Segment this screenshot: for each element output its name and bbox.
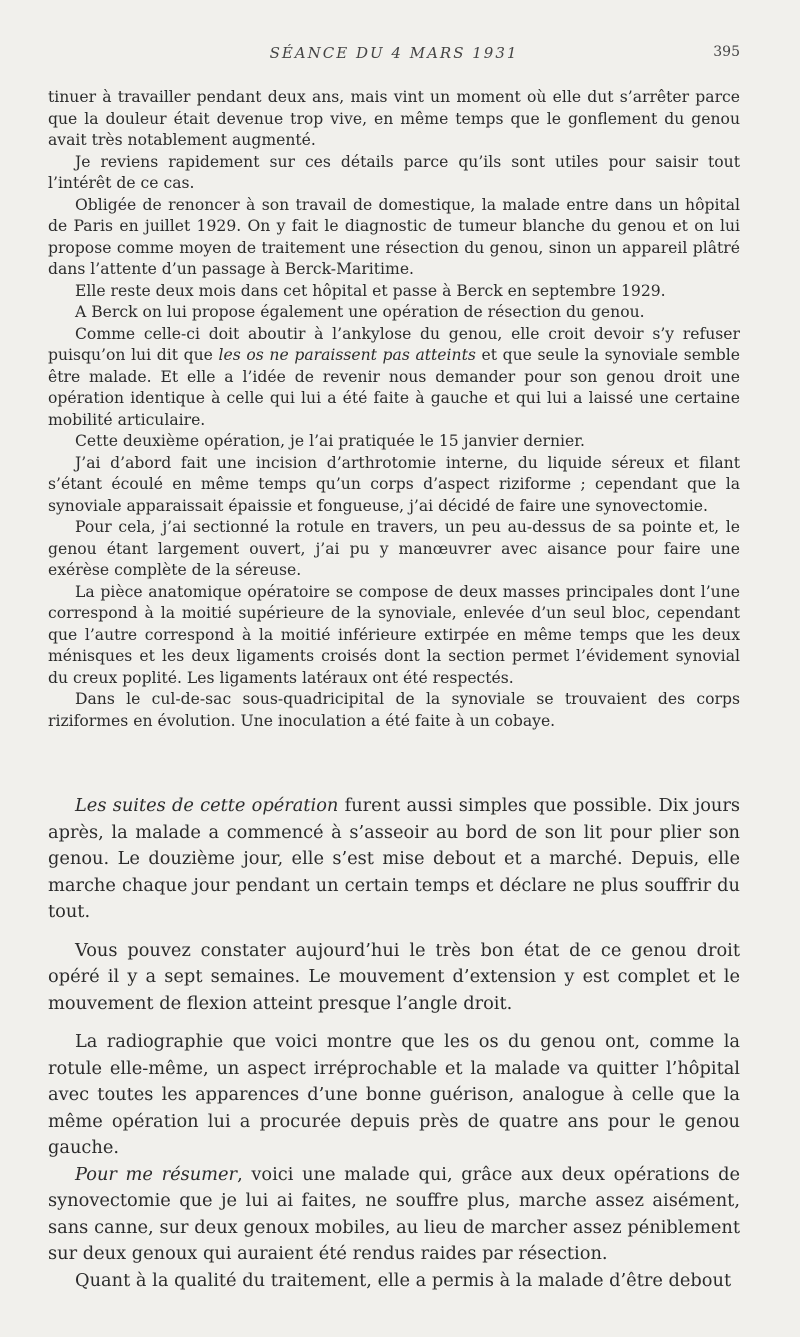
- paragraph: Elle reste deux mois dans cet hôpital et passe à Berck en septembre 1929.: [75, 281, 666, 300]
- page-number: 395: [713, 44, 740, 60]
- text-run: , voici une malade qui, grâce aux deux opérations de synovectomie que je lui ai faites, ne souffre plus, marche assez aisément, sans canne, sur deux genoux mobiles, au lieu de marcher assez péniblement sur deux genoux qui auraient été rendus raides par résection.: [48, 1163, 740, 1264]
- paragraph: Vous pouvez constater aujourd’hui le très bon état de ce genou droit opéré il y a sept semaines. Le mouvement d’extension y est complet et le mouvement de flexion atteint presque l’angle droit.: [48, 939, 740, 1014]
- text-run: Comme celle-ci doit aboutir à l’ankylose du genou, elle croit devoir s’y refuser puisqu’on lui dit que: [48, 324, 740, 364]
- paragraph: [48, 1162, 740, 1268]
- paragraph: Obligée de renoncer à son travail de domestique, la malade entre dans un hôpital de Paris en juillet 1929. On y fait le diagnostic de tumeur blanche du genou et on lui propose comme moyen de traitement une résection du genou, sinon un appareil plâtré dans l’attente d’un passage à Berck-Maritime.: [48, 195, 740, 278]
- paragraph: Cette deuxième opération, je l’ai pratiquée le 15 janvier dernier.: [75, 432, 585, 450]
- text-run: furent aussi simples que possible. Dix jours après, la malade a commencé à s’asseoir au bord de son lit pour plier son genou. Le douzième jour, elle s’est mise debout et a marché. Depuis, elle marche chaque jour pendant un certain temps et déclare ne plus souffrir du tout.: [48, 795, 740, 922]
- small-print-section: [48, 87, 740, 732]
- paragraph: tinuer à travailler pendant deux ans, mais vint un moment où elle dut s’arrêter parce que la douleur était devenue trop vive, en même temps que le gonflement du genou avait très notablement augmenté.: [48, 88, 740, 149]
- paragraph: Quant à la qualité du traitement, elle a permis à la malade d’être debout: [75, 1269, 732, 1291]
- italic-phrase: les os ne paraissent pas atteints: [218, 346, 476, 364]
- paragraph: [48, 324, 740, 432]
- paragraph: Dans le cul-de-sac sous-quadricipital de la synoviale se trouvaient des corps riziformes en évolution. Une inoculation a été faite à un cobaye.: [48, 690, 740, 730]
- italic-phrase: Pour me résumer: [75, 1163, 238, 1185]
- paragraph: [48, 793, 740, 926]
- italic-phrase: Les suites de cette opération: [75, 795, 339, 816]
- paragraph: La pièce anatomique opératoire se compose de deux masses principales dont l’une correspond à la moitié supérieure de la synoviale, enlevée d’un seul bloc, cependant que l’autre correspond à la moitié inférieure extirpée en même temps que les deux ménisques et les deux ligaments croisés dont la section permet l’évidement synovial du creux poplité. Les ligaments latéraux ont été respectés.: [48, 582, 740, 687]
- paragraph: A Berck on lui propose également une opération de résection du genou.: [75, 303, 645, 321]
- paragraph: J’ai d’abord fait une incision d’arthrotomie interne, du liquide séreux et filant s’étant écoulé en même temps qu’un corps d’aspect riziforme ; cependant que la synoviale apparaissait épaissie et fongueuse, j’ai décidé de faire une synovectomie.: [48, 453, 740, 515]
- paragraph: La radiographie que voici montre que les os du genou ont, comme la rotule elle-même, un aspect irréprochable et la malade va quitter l’hôpital avec toutes les apparences d’une bonne guérison, analogue à celle que la même opération lui a procurée depuis près de quatre ans pour le genou gauche.: [48, 1031, 740, 1158]
- running-header: [48, 44, 740, 66]
- text-run: et que seule la synoviale semble être malade. Et elle a l’idée de revenir nous demander pour son genou droit une opération identique à celle qui lui a été faite à gauche et qui lui a laissé une certaine mobilité articulaire.: [48, 346, 741, 429]
- large-print-section: [48, 793, 740, 1294]
- paragraph: Pour cela, j’ai sectionné la rotule en travers, un peu au-dessus de sa pointe et, le genou étant largement ouvert, j’ai pu y manœuvrer avec aisance pour faire une exérèse complète de la séreuse.: [48, 518, 740, 579]
- running-title: SÉANCE DU 4 MARS 1931: [269, 44, 519, 62]
- paragraph: Je reviens rapidement sur ces détails parce qu’ils sont utiles pour saisir tout l’intérêt de ce cas.: [48, 152, 740, 192]
